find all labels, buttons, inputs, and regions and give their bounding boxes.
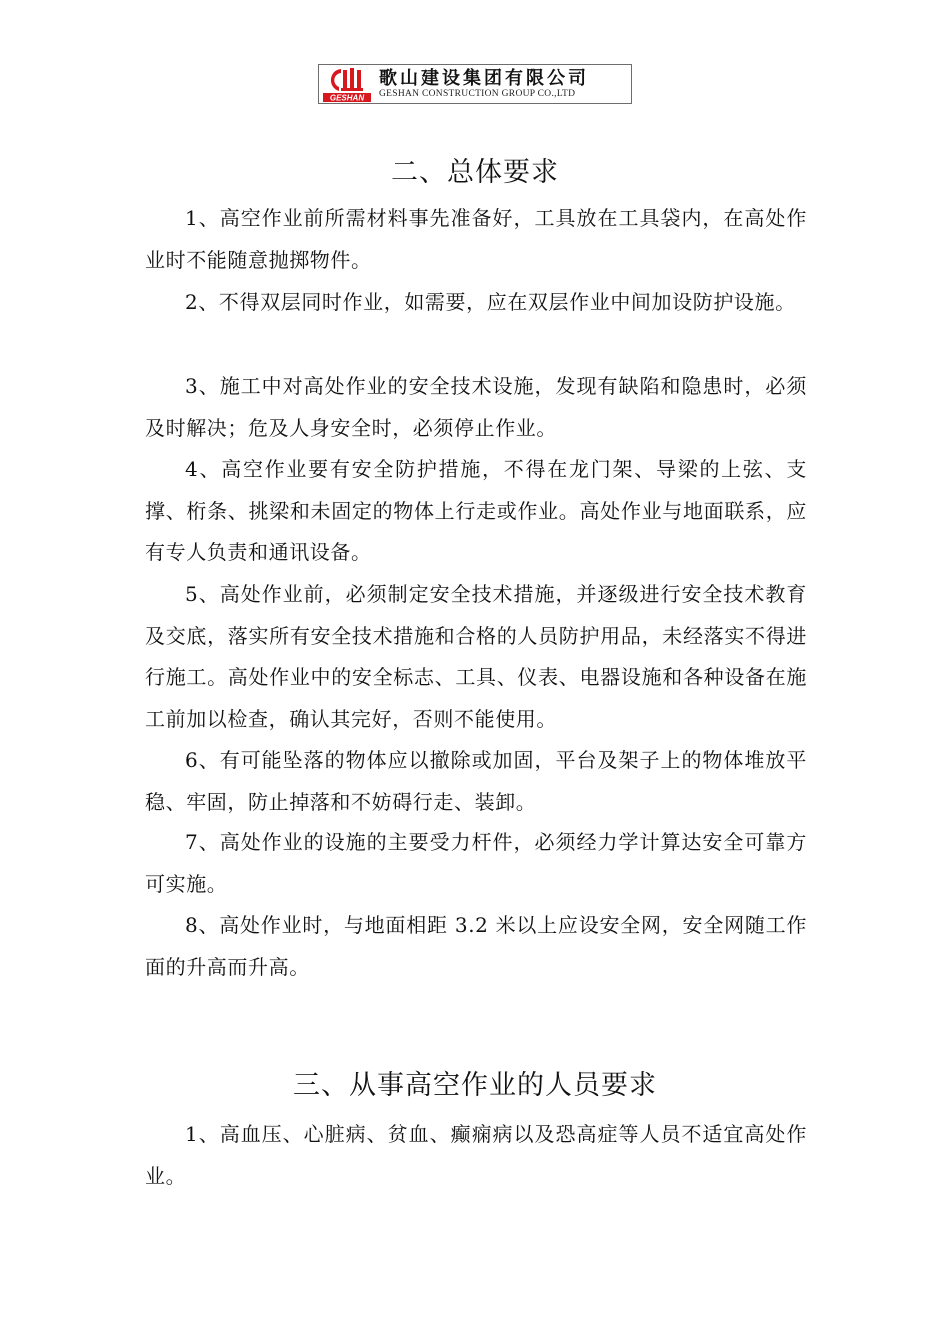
requirement-item: 1、高空作业前所需材料事先准备好，工具放在工具袋内，在高处作业时不能随意抛掷物件。 bbox=[145, 206, 807, 272]
company-name-cn: 歌山建设集团有限公司 bbox=[379, 67, 589, 89]
requirement-item: 7、高处作业的设施的主要受力杆件，必须经力学计算达安全可靠方可实施。 bbox=[145, 830, 807, 896]
logo-mark-text: GESHAN bbox=[329, 93, 365, 103]
company-header-logo bbox=[318, 64, 632, 104]
requirement-item: 2、不得双层同时作业，如需要，应在双层作业中间加设防护设施。 bbox=[185, 290, 796, 314]
requirement-item: 6、有可能坠落的物体应以撤除或加固，平台及架子上的物体堆放平稳、牢固，防止掉落和不妨碍行走、装卸。 bbox=[145, 748, 807, 814]
requirement-item: 8、高处作业时，与地面相距 3.2 米以上应设安全网，安全网随工作面的升高而升高。 bbox=[145, 913, 807, 979]
requirement-item: 3、施工中对高处作业的安全技术设施，发现有缺陷和隐患时，必须及时解决；危及人身安全时，必须停止作业。 bbox=[145, 374, 807, 440]
section-title-general-requirements: 二、总体要求 bbox=[391, 157, 559, 188]
company-name-en: GESHAN CONSTRUCTION GROUP CO.,LTD bbox=[379, 88, 576, 99]
requirement-item: 4、高空作业要有安全防护措施，不得在龙门架、导梁的上弦、支撑、桁条、挑梁和未固定的物体上行走或作业。高处作业与地面联系，应有专人负责和通讯设备。 bbox=[145, 457, 807, 565]
company-logo-icon bbox=[321, 65, 373, 103]
company-name-block bbox=[379, 69, 589, 100]
section-title-personnel-requirements: 三、从事高空作业的人员要求 bbox=[293, 1070, 657, 1101]
requirement-item: 5、高处作业前，必须制定安全技术措施，并逐级进行安全技术教育及交底，落实所有安全技术措施和合格的人员防护用品，未经落实不得进行施工。高处作业中的安全标志、工具、仪表、电器设施和各种设备在施工前加以检查，确认其完好，否则不能使用。 bbox=[145, 582, 807, 731]
requirement-item: 1、高血压、心脏病、贫血、癫痫病以及恐高症等人员不适宜高处作业。 bbox=[145, 1122, 807, 1188]
